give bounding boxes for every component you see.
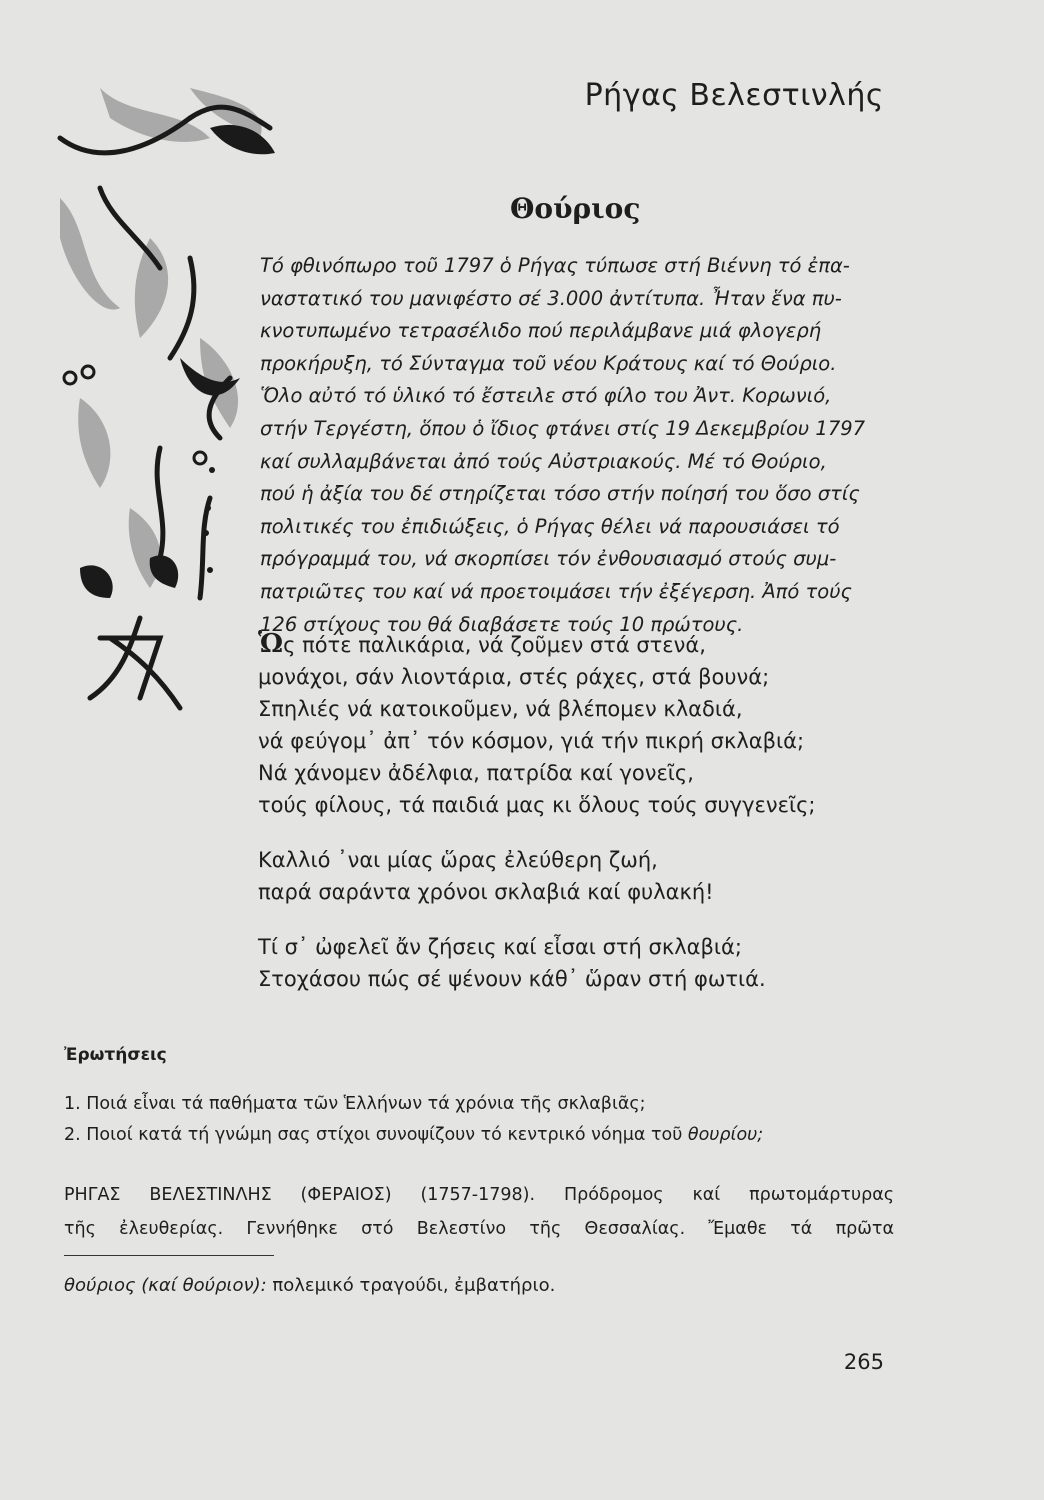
drop-cap: Ὡ [258,629,284,659]
intro-paragraph: Τό φθινόπωρο τοῦ 1797 ὁ Ρήγας τύπωσε στή Βιέννη τό ἐπα- ναστατικό του μανιφέστο σέ 3.000 ἀντίτυπα. Ἦταν ἕνα πυ- κνοτυπωμένο τετρασέλιδο πού περιλάμβανε μιά φλογερή προκήρυξη, τό Σύνταγμα τοῦ νέου Κράτους καί τό Θούριο. Ὅλο αὐτό τό ὑλικό τό ἔστειλε στό φίλο του Ἀντ. Κορωνιό, στήν Τεργέστη, ὅπου ὁ ἴδιος φτάνει στίς 19 Δεκεμβρίου 1797 καί συλλαμβάνεται ἀπό τούς Αὐστριακούς. Μέ τό Θούριο, πού ἡ ἀξία του δέ στηρίζεται τόσο στήν ποίησή του ὅσο στίς πολιτικές του ἐπιδιώξεις, ὁ Ρήγας θέλει νά παρουσιάσει τό πρόγραμμά του, νά σκορπίσει τόν ἐνθουσιασμό στούς συμ- πατριῶτες του καί νά προετοιμάσει τήν ἐξέγερση. Ἀπό τούς 126 στίχους του θά διαβάσετε τούς 10 πρώτους. [260,254,866,636]
footnote-definition: πολεμικό τραγούδι, ἐμβατήριο. [266,1275,556,1296]
page-number: 265 [843,1350,884,1374]
poem-verse: Στοχάσου πώς σέ ψένουν κάθ᾿ ὥραν στή φωτιά. [258,967,766,991]
question-text: 2. Ποιοί κατά τή γνώμη σας στίχοι συνοψίζουν τό κεντρικό νόημα τοῦ [64,1125,688,1145]
poem-stanza [258,844,938,908]
author-header: Ρήγας Βελεστινλής [584,78,884,113]
poem-verse: παρά σαράντα χρόνοι σκλαβιά καί φυλακή! [258,880,714,904]
footnote-term: θούριος (καί θούριον): [64,1275,267,1296]
footnote-divider [64,1255,274,1256]
poem-stanza [258,931,938,995]
poem-verse: νά φεύγομ᾿ ἀπ᾿ τόν κόσμον, γιά τήν πικρή σκλαβιά; [258,729,805,753]
question-item [64,1120,964,1151]
footnote [64,1275,555,1296]
questions-heading: Ἐρωτήσεις [64,1045,167,1065]
poem-verse: μονάχοι, σάν λιοντάρια, στές ράχες, στά βουνά; [258,665,770,689]
poem-verse: τούς φίλους, τά παιδιά μας κι ὅλους τούς συγγενεῖς; [258,793,816,817]
verse-text: ς πότε παλικάρια, νά ζοῦμεν στά στενά, [283,633,706,657]
questions-section [64,1045,964,1151]
floral-ornament-icon [40,78,280,718]
poem-verse: Τί σ᾿ ὠφελεῖ ἄν ζήσεις καί εἶσαι στή σκλαβιά; [258,935,742,959]
poem-verse [258,628,938,661]
poem-verse: Νά χάνομεν ἀδέλφια, πατρίδα καί γονεῖς, [258,761,694,785]
poem-verse: Σπηλιές νά κατοικοῦμεν, νά βλέπομεν κλαδιά, [258,697,743,721]
question-emphasis: θουρίου; [687,1125,764,1145]
poem-title: Θούριος [510,192,641,225]
poem-stanza [258,628,938,821]
author-biography: ΡΗΓΑΣ ΒΕΛΕΣΤΙΝΛΗΣ (ΦΕΡΑΙΟΣ) (1757-1798). Πρόδρομος καί πρωτομάρτυρας τῆς ἐλευθερίας. Γεννήθηκε στό Βελεστίνο τῆς Θεσσαλίας. Ἔμαθε τά πρῶτα [64,1185,894,1239]
poem-text [258,628,938,1018]
poem-verse: Καλλιό ᾿ναι μίας ὥρας ἐλεύθερη ζωή, [258,848,658,872]
question-item: 1. Ποιά εἶναι τά παθήματα τῶν Ἑλλήνων τά χρόνια τῆς σκλαβιᾶς; [64,1094,646,1114]
